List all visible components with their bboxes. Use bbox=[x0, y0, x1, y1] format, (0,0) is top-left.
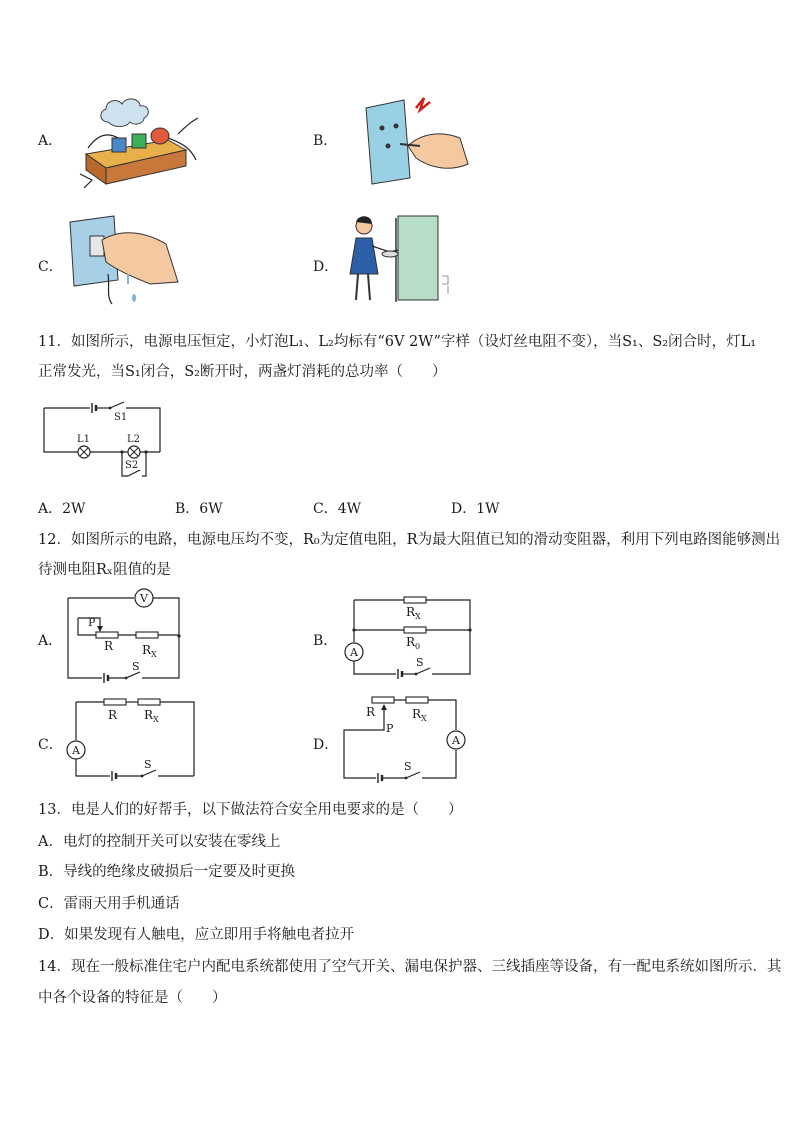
q11-stem-line1: 11．如图所示，电源电压恒定，小灯泡L₁、L₂均标有“6V 2W”字样（设灯丝电阻不变），当S₁、S₂闭合时，灯L₁ bbox=[38, 334, 757, 350]
q12c-rx-label: $R_X$ bbox=[144, 708, 159, 724]
q12d-rheostat bbox=[372, 697, 394, 703]
q12-option-b-label[interactable]: B． bbox=[313, 633, 338, 649]
q12c-ammeter-label: A bbox=[72, 744, 80, 757]
q12-stem-line1: 12．如图所示的电路，电源电压均不变，R₀为定值电阻，R为最大阻值已知的滑动变阻器，利用下列电路图能够测出 bbox=[38, 532, 781, 548]
q13-choice-a[interactable]: A．电灯的控制开关可以安装在零线上 bbox=[38, 834, 281, 850]
q12-option-c-label[interactable]: C． bbox=[38, 737, 63, 753]
q12a-r-label: R bbox=[104, 639, 114, 653]
q12-stem-line2: 待测电阻Rₓ阻值的是 bbox=[38, 562, 172, 578]
q12a-rheostat bbox=[96, 632, 118, 638]
q10-option-c-label: C． bbox=[38, 259, 63, 275]
q12-circuit-d bbox=[340, 692, 470, 784]
q12b-switch-label: S bbox=[416, 656, 424, 669]
q14-stem-line1: 14．现在一般标准住宅户内配电系统都使用了空气开关、漏电保护器、三线插座等设备，有一配电系统如图所示．其 bbox=[38, 959, 782, 975]
q12d-ammeter-label: A bbox=[452, 734, 460, 747]
q11-l2-label: L2 bbox=[127, 434, 141, 445]
q14-stem-line2: 中各个设备的特征是（ ） bbox=[38, 990, 227, 1006]
q12a-voltmeter-label: V bbox=[140, 592, 148, 605]
q12c-rx bbox=[138, 699, 160, 705]
q10-option-a-label: A． bbox=[38, 133, 63, 149]
q13-choice-d[interactable]: D．如果发现有人触电，应立即用手将触电者拉开 bbox=[38, 927, 355, 943]
q11-choice-c[interactable]: C．4W bbox=[313, 501, 362, 517]
q11-s1-label: S1 bbox=[114, 412, 128, 423]
q12b-ammeter-label: A bbox=[350, 646, 358, 659]
q11-choice-b[interactable]: B．6W bbox=[175, 501, 223, 517]
q11-stem-line2: 正常发光，当S₁闭合，S₂断开时，两盏灯消耗的总功率（ ） bbox=[38, 364, 447, 380]
q12a-rx-label: $R_X$ bbox=[142, 643, 157, 659]
q11-l1-label: L1 bbox=[77, 434, 91, 445]
q10-option-b-label: B． bbox=[313, 133, 338, 149]
q10-option-d-label: D． bbox=[313, 259, 339, 275]
q10-picture-c-wet-hand-plug bbox=[66, 214, 182, 306]
q12d-r-label: R bbox=[366, 705, 376, 719]
q12a-slider-label: P bbox=[88, 616, 96, 629]
q12-circuit-a bbox=[64, 588, 186, 684]
q12d-rx-label: $R_X$ bbox=[412, 707, 427, 723]
q11-s2-label: S2 bbox=[125, 460, 139, 471]
q13-choice-b[interactable]: B．导线的绝缘皮破损后一定要及时更换 bbox=[38, 864, 296, 880]
q12-option-a-label[interactable]: A． bbox=[38, 633, 63, 649]
q12c-rheostat bbox=[104, 699, 126, 705]
q13-stem: 13．电是人们的好帮手，以下做法符合安全用电要求的是（ ） bbox=[38, 802, 463, 818]
q13-choice-c[interactable]: C．雷雨天用手机通话 bbox=[38, 896, 180, 912]
q12d-rx bbox=[406, 697, 428, 703]
q12a-switch-label: S bbox=[132, 660, 140, 673]
q10-picture-d-girl-at-panel bbox=[344, 212, 454, 310]
q12-circuit-c bbox=[64, 694, 198, 784]
q11-choice-d[interactable]: D．1W bbox=[451, 501, 500, 517]
q12c-r-label: R bbox=[108, 708, 118, 722]
q12d-switch-label: S bbox=[404, 760, 412, 773]
q12-option-d-label[interactable]: D． bbox=[313, 737, 339, 753]
q11-circuit-diagram bbox=[40, 400, 165, 482]
q10-picture-b-socket-with-metal bbox=[360, 94, 470, 184]
q12d-slider-label: P bbox=[386, 722, 394, 735]
q10-picture-a-overloaded-power-strip bbox=[78, 94, 198, 190]
q12b-r0-label: $R_0$ bbox=[406, 635, 421, 651]
q12b-rx-label: $R_X$ bbox=[406, 605, 421, 621]
q11-choice-a[interactable]: A．2W bbox=[38, 501, 86, 517]
q12b-r0 bbox=[404, 627, 426, 633]
q12b-rx bbox=[404, 597, 426, 603]
q12a-rx bbox=[136, 632, 158, 638]
q12c-switch-label: S bbox=[144, 758, 152, 771]
q12-circuit-b bbox=[338, 590, 478, 680]
